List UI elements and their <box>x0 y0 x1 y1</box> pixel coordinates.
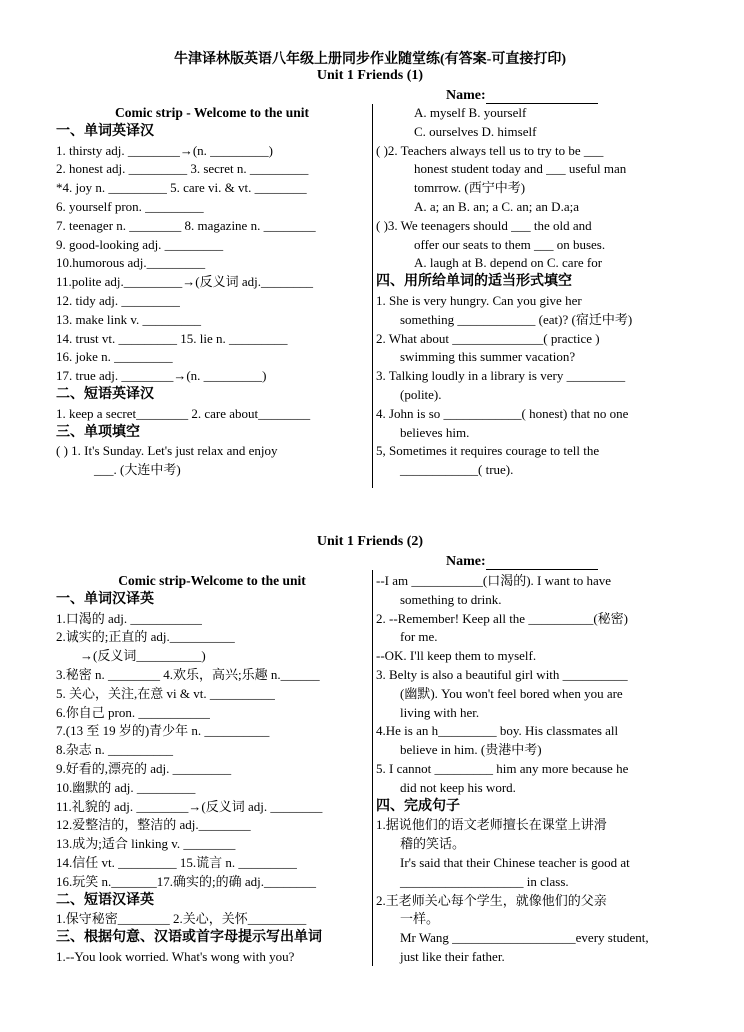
worksheet-line: 10.humorous adj._________ <box>56 255 206 271</box>
worksheet-line: 16. joke n. _________ <box>56 349 173 365</box>
worksheet-line: something to drink. <box>400 591 502 607</box>
worksheet-line: 5. I cannot _________ him any more because he <box>376 760 629 776</box>
worksheet-line: 2. What about ______________( practice ) <box>376 330 600 346</box>
worksheet-line: --OK. I'll keep them to myself. <box>376 648 537 664</box>
worksheet-line: 5. 关心，关注,在意 vi & vt. __________ <box>56 685 275 701</box>
worksheet-line: believes him. <box>400 424 470 440</box>
worksheet-line: believe in him. (贵港中考) <box>400 742 542 758</box>
worksheet-line: something ____________ (eat)? (宿迁中考) <box>400 311 633 327</box>
worksheet-line: ____________( true). <box>400 462 514 478</box>
worksheet-line: 1. thirsty adj. ________→(n. _________) <box>56 142 274 158</box>
section-heading: 四、完成句子 <box>376 798 460 814</box>
section-heading: 四、用所给单词的适当形式填空 <box>376 274 572 290</box>
worksheet-line: 14.信任 vt. _________ 15.谎言 n. _________ <box>56 854 297 870</box>
section-heading: 三、单项填空 <box>56 424 140 440</box>
worksheet-line: A. a; an B. an; a C. an; an D.a;a <box>414 198 579 214</box>
worksheet-line: 1.保守秘密________ 2.关心，关怀_________ <box>56 911 307 927</box>
worksheet-line: 3.秘密 n. ________ 4.欢乐，高兴;乐趣 n.______ <box>56 666 320 682</box>
worksheet-line: 11.礼貌的 adj. ________→(反义词 adj. ________ <box>56 798 323 814</box>
right-column-1 <box>376 104 684 480</box>
worksheet-line: 14. trust vt. _________ 15. lie n. _________ <box>56 330 288 346</box>
worksheet-line: 16.玩笑 n._______17.确实的;的确 adj.________ <box>56 873 316 889</box>
worksheet-line: swimming this summer vacation? <box>400 349 576 365</box>
worksheet-line: 13. make link v. _________ <box>56 311 202 327</box>
section-heading: 二、短语英译汉 <box>56 386 154 402</box>
worksheet-line: (幽默). You won't feel bored when you are <box>400 685 623 701</box>
worksheet-line: Mr Wang ___________________every student, <box>400 930 649 946</box>
worksheet-line: ___________________ in class. <box>400 873 569 889</box>
worksheet-line: 1. keep a secret________ 2. care about________ <box>56 405 311 421</box>
worksheet-section-2 <box>56 534 684 974</box>
section-heading: 三、根据句意、汉语或首字母提示写出单词 <box>56 930 322 946</box>
worksheet-line: living with her. <box>400 704 480 720</box>
worksheet-line: 6.你自己 pron. ___________ <box>56 704 210 720</box>
worksheet-line: tomrrow. (西宁中考) <box>414 180 526 196</box>
column-divider <box>372 104 373 488</box>
worksheet-line: (polite). <box>400 386 442 402</box>
worksheet-line: 4.He is an h_________ boy. His classmates all <box>376 723 619 739</box>
worksheet-line: 7. teenager n. ________ 8. magazine n. ________ <box>56 217 316 233</box>
worksheet-line: 13.成为;适合 linking v. ________ <box>56 836 236 852</box>
worksheet-line: offer our seats to them ___ on buses. <box>414 236 606 252</box>
worksheet-line: 2. --Remember! Keep all the __________(秘密) <box>376 610 628 626</box>
worksheet-line: ( ) 1. It's Sunday. Let's just relax and enjoy <box>56 443 278 459</box>
worksheet-line: 9.好看的,漂亮的 adj. _________ <box>56 760 232 776</box>
worksheet-line: --I am ___________(口渴的). I want to have <box>376 573 612 588</box>
name-label: Name: <box>446 88 486 103</box>
section-heading: 二、短语汉译英 <box>56 892 154 908</box>
worksheet-line: 6. yourself pron. _________ <box>56 198 204 214</box>
unit-heading-1: Unit 1 Friends (1) <box>316 68 424 83</box>
name-blank[interactable] <box>486 91 598 104</box>
worksheet-line: A. myself B. yourself <box>414 105 527 120</box>
worksheet-line: 3. Talking loudly in a library is very _________ <box>376 368 626 384</box>
worksheet-line: 2.王老师关心每个学生，就像他们的父亲 <box>376 892 607 908</box>
worksheet-line: 2. honest adj. _________ 3. secret n. _________ <box>56 161 309 177</box>
worksheet-line: 10.幽默的 adj. _________ <box>56 779 196 795</box>
unit-heading-2: Unit 1 Friends (2) <box>316 534 424 549</box>
worksheet-line: *4. joy n. _________ 5. care vi. & vt. ________ <box>56 180 307 196</box>
worksheet-line: ___. (大连中考) <box>94 462 181 478</box>
worksheet-line: just like their father. <box>400 948 505 964</box>
left-column-1 <box>56 104 368 480</box>
worksheet-line: 一样。 <box>400 911 440 927</box>
right-column-2 <box>376 572 684 967</box>
document-title: 牛津译林版英语八年级上册同步作业随堂练(有答案-可直接打印) <box>174 52 566 67</box>
name-field-1[interactable] <box>446 88 598 104</box>
worksheet-line: 1. She is very hungry. Can you give her <box>376 292 582 308</box>
worksheet-line: 5, Sometimes it requires courage to tell the <box>376 443 600 459</box>
left-column-2 <box>56 572 368 967</box>
worksheet-line: 12. tidy adj. _________ <box>56 292 180 308</box>
worksheet-line: 8.杂志 n. __________ <box>56 742 174 758</box>
worksheet-line: 12.爱整洁的，整洁的 adj.________ <box>56 817 251 833</box>
worksheet-line: 4. John is so ____________( honest) that no one <box>376 405 629 421</box>
worksheet-line: did not keep his word. <box>400 779 516 795</box>
worksheet-line: 17. true adj. ________→(n. _________) <box>56 368 267 384</box>
worksheet-line: honest student today and ___ useful man <box>414 161 627 177</box>
worksheet-line: →(反义词__________) <box>80 648 206 664</box>
worksheet-line: 3. Belty is also a beautiful girl with __________ <box>376 666 628 682</box>
section-heading: 一、单词汉译英 <box>56 591 154 607</box>
worksheet-line: ( )2. Teachers always tell us to try to be ___ <box>376 142 604 158</box>
worksheet-line: 9. good-looking adj. _________ <box>56 236 224 252</box>
worksheet-section-1 <box>56 48 684 488</box>
name-blank[interactable] <box>486 557 598 570</box>
worksheet-line: ( )3. We teenagers should ___ the old and <box>376 217 592 233</box>
worksheet-line: 1.--You look worried. What's wong with you? <box>56 948 295 964</box>
worksheet-line: 1.口渴的 adj. ___________ <box>56 610 202 626</box>
name-field-2[interactable] <box>446 554 598 570</box>
column-divider <box>372 570 373 966</box>
worksheet-line: A. laugh at B. depend on C. care for <box>414 255 603 271</box>
worksheet-line: 7.(13 至 19 岁的)青少年 n. __________ <box>56 723 270 739</box>
section-heading: 一、单词英译汉 <box>56 123 154 139</box>
worksheet-line: 1.据说他们的语文老师擅长在课堂上讲滑 <box>376 817 607 833</box>
section-heading: Comic strip - Welcome to the unit <box>115 105 309 120</box>
worksheet-line: 2.诚实的;正直的 adj.__________ <box>56 629 235 645</box>
worksheet-line: C. ourselves D. himself <box>414 123 537 139</box>
worksheet-line: Ir's said that their Chinese teacher is good at <box>400 854 630 870</box>
worksheet-line: for me. <box>400 629 438 645</box>
worksheet-line: 稽的笑话。 <box>400 836 466 852</box>
worksheet-line: 11.polite adj._________→(反义词 adj.________ <box>56 274 313 290</box>
name-label: Name: <box>446 554 486 569</box>
section-heading: Comic strip-Welcome to the unit <box>118 573 306 588</box>
